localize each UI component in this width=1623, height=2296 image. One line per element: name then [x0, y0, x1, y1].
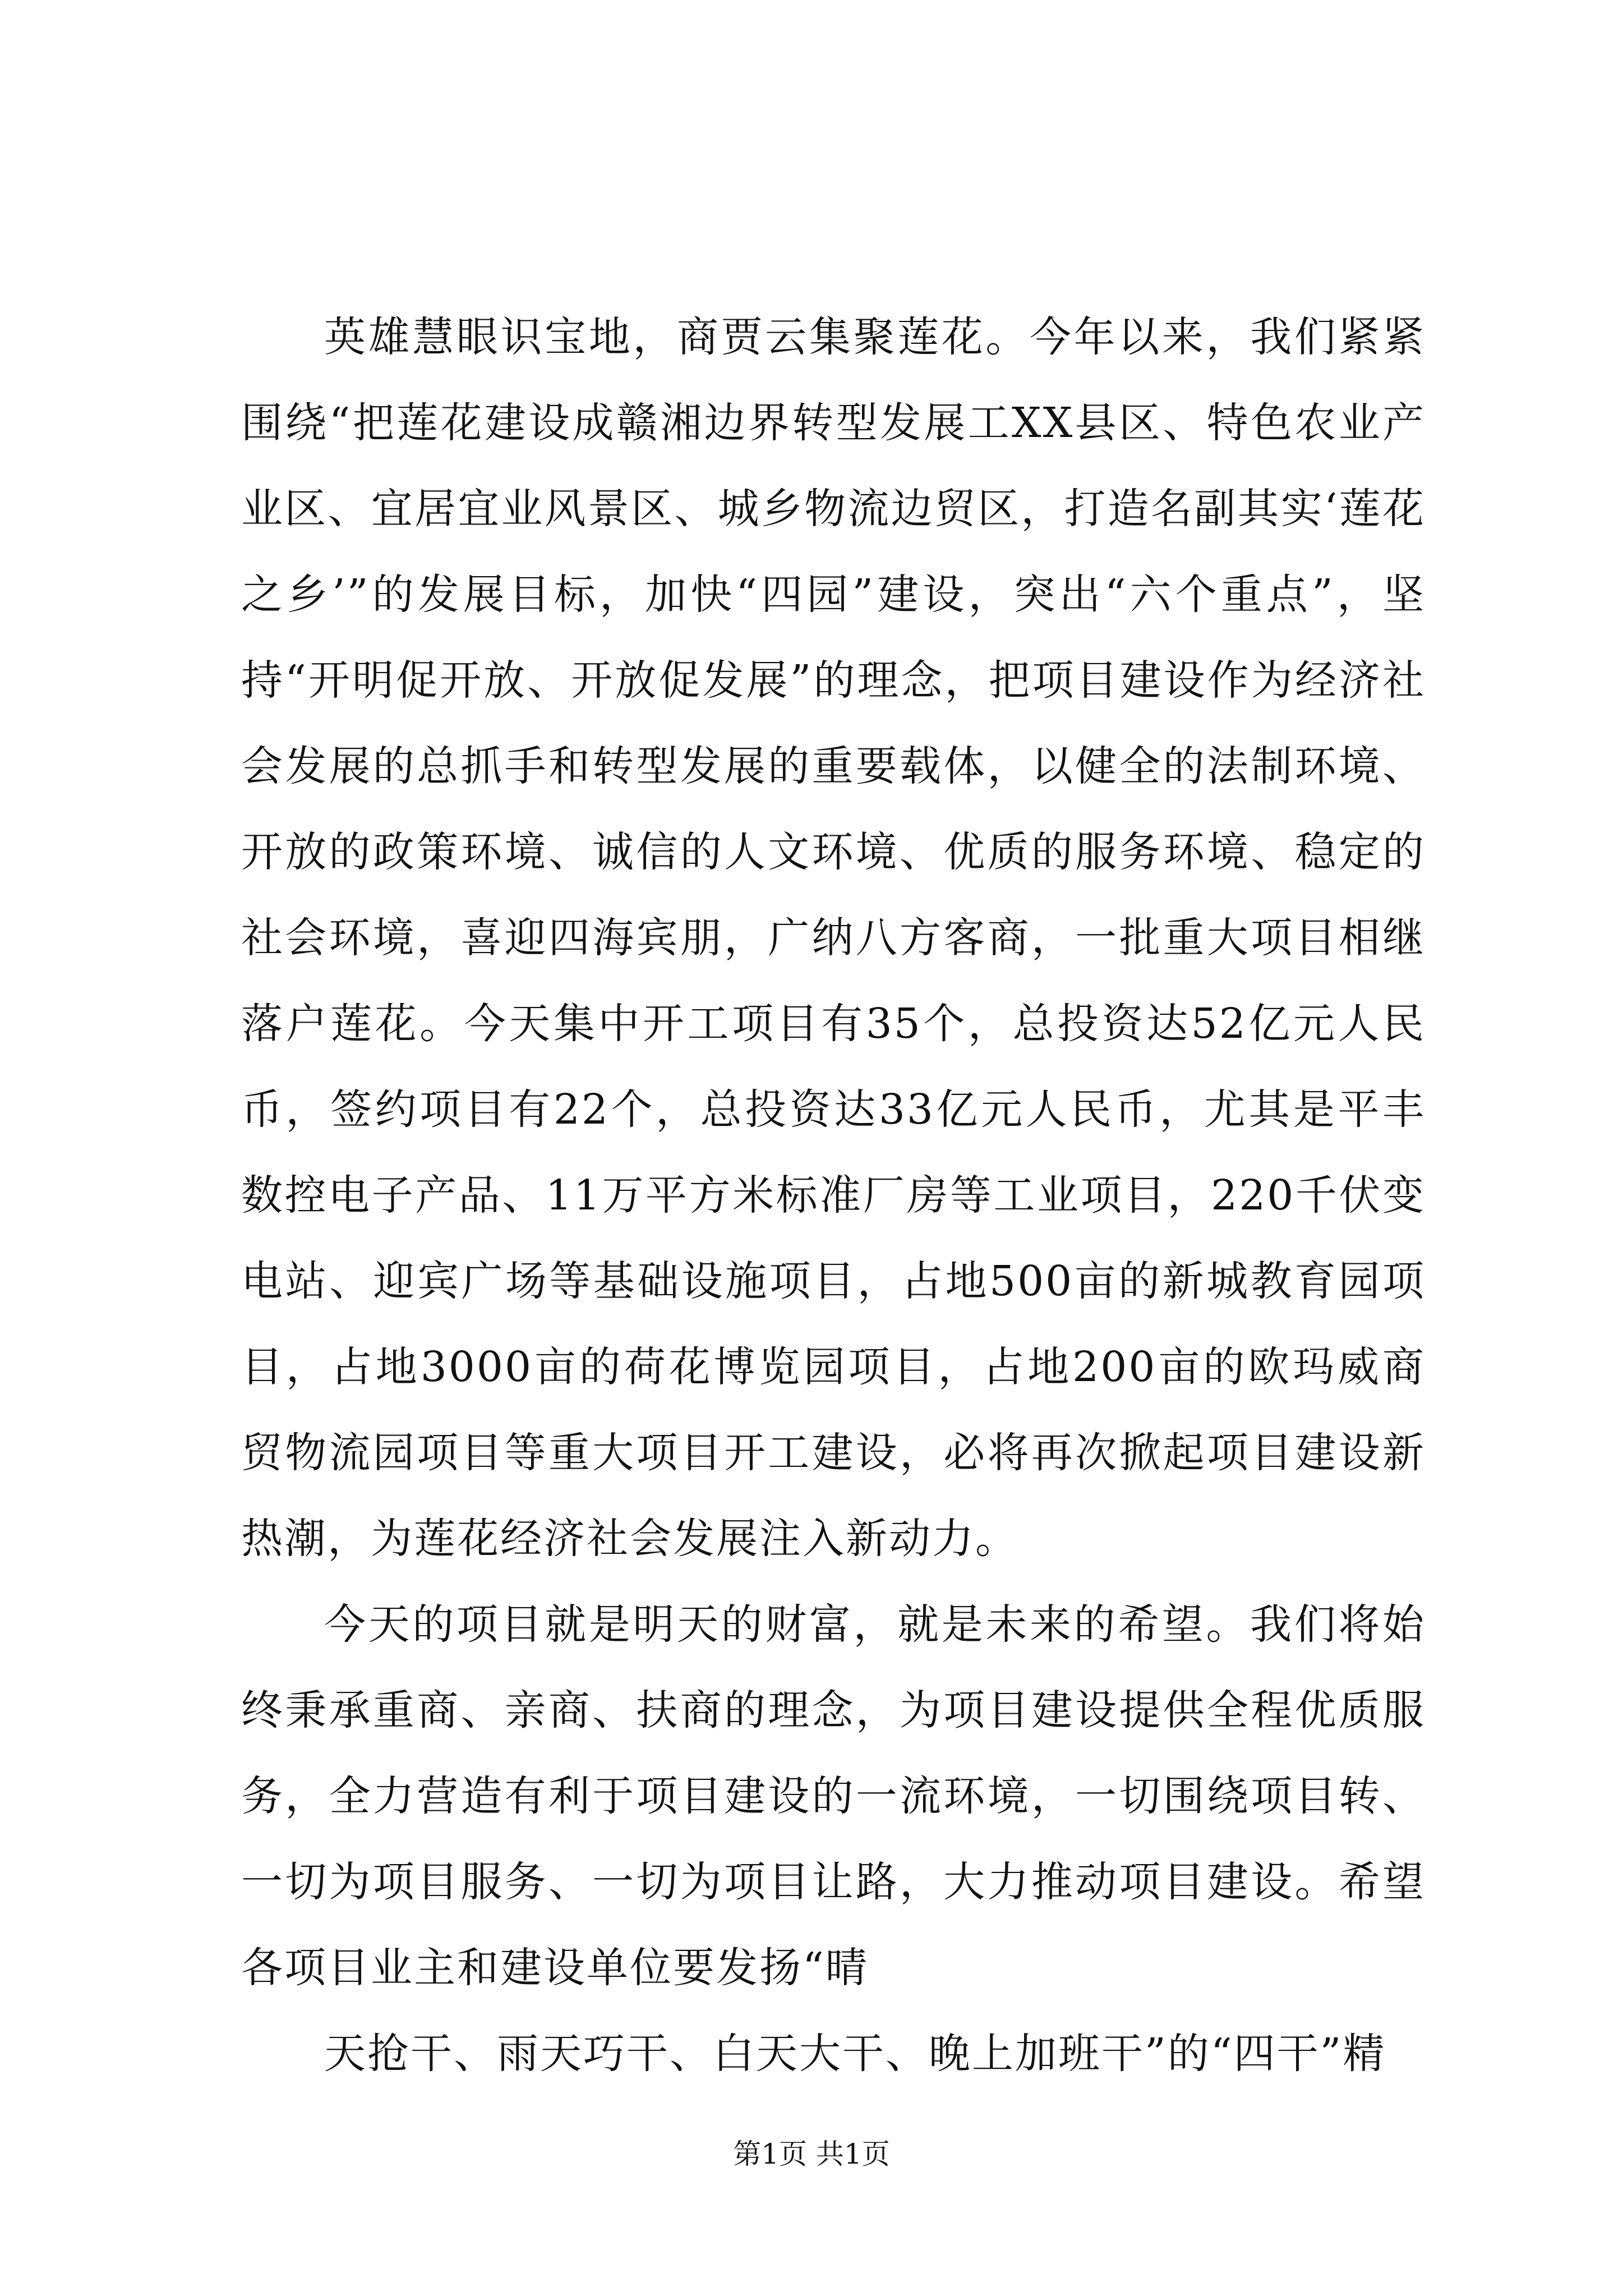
page-footer: 第1页 共1页: [733, 2138, 890, 2170]
document-body: [241, 295, 1426, 2097]
paragraph-1: 英雄慧眼识宝地，商贾云集聚莲花。今年以来，我们紧紧围绕“把莲花建设成赣湘边界转型发展工XX县区、特色农业产业区、宜居宜业风景区、城乡物流边贸区，打造名副其实‘莲花之乡’”的发展目标，加快“四园”建设，突出“六个重点”，坚持“开明促开放、开放促发展”的理念，把项目建设作为经济社会发展的总抓手和转型发展的重要载体，以健全的法制环境、开放的政策环境、诚信的人文环境、优质的服务环境、稳定的社会环境，喜迎四海宾朋，广纳八方客商，一批重大项目相继落户莲花。今天集中开工项目有35个，总投资达52亿元人民币，签约项目有22个，总投资达33亿元人民币，尤其是平丰数控电子产品、11万平方米标准厂房等工业项目，220千伏变电站、迎宾广场等基础设施项目，占地500亩的新城教育园项目，占地3000亩的荷花博览园项目，占地200亩的欧玛威商贸物流园项目等重大项目开工建设，必将再次掀起项目建设新热潮，为莲花经济社会发展注入新动力。: [241, 313, 1426, 1563]
paragraph-2: 今天的项目就是明天的财富，就是未来的希望。我们将始终秉承重商、亲商、扶商的理念，为项目建设提供全程优质服务，全力营造有利于项目建设的一流环境，一切围绕项目转、一切为项目服务、一切为项目让路，大力推动项目建设。希望各项目业主和建设单位要发扬“晴: [241, 1600, 1426, 1992]
paragraph-3: 天抢干、雨天巧干、白天大干、晚上加班干”的“四干”精: [324, 2030, 1386, 2078]
